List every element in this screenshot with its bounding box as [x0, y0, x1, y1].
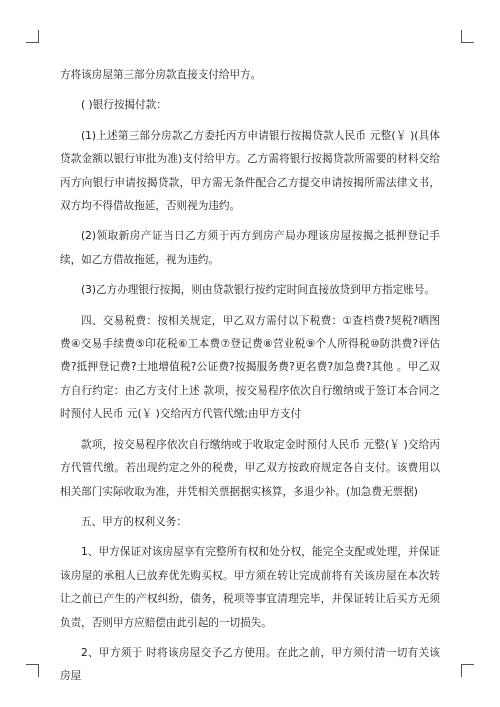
paragraph-party-a-heading: 五、甲方的权利义务： [81, 515, 187, 528]
crop-mark-bottom-right [461, 664, 474, 677]
document-body [60, 64, 440, 696]
crop-mark-bottom-left [26, 664, 39, 677]
paragraph-bank-mortgage-heading: ( )银行按揭付款： [81, 99, 167, 112]
paragraph-party-a-clause-2: 2、甲方须于 时将该房屋交予乙方使用。在此之前，甲方须付清一切有关该房屋 [60, 646, 440, 683]
crop-mark-top-left [26, 30, 39, 43]
paragraph-continuation: 方将该房屋第三部分房款直接支付给甲方。 [60, 69, 262, 81]
crop-mark-top-right [461, 30, 474, 43]
paragraph-fees-continuation: 款项，按交易程序依次自行缴纳或于收取定金时预付人民币 元整(￥ )交给丙方代管代缴。若出现约定之外的税费，甲乙双方按政府规定各自支付。该费用以相关部门实际收取为准，并凭相关票据据实核算，多退少补。(加急费无票据) [60, 438, 440, 498]
paragraph-mortgage-clause-3: (3)乙方办理银行按揭，则由贷款银行按约定时间直接放贷到甲方指定账号。 [81, 284, 436, 297]
paragraph-transaction-fees: 四、交易税费：按相关规定，甲乙双方需付以下税费：①查档费?契税?晒图费④交易手续费⑤印花税⑥工本费⑦登记费⑧营业税⑨个人所得税⑩防洪费?评估费?抵押登记费?土地增值税?公证费?按揭服务费?更名费?加急费?其他 。甲乙双方自行约定：由乙方支付上述 款项，按交易程序依次自行缴纳或于签订本合同之时预付人民币 元(￥ )交给丙方代管代缴;由甲方支付 [60, 314, 440, 421]
paragraph-party-a-clause-1: 1、甲方保证对该房屋享有完整所有权和处分权，能完全支配或处理，并保证该房屋的承租人已放弃优先购买权。甲方须在转让完成前将有关该房屋在本次转让之前已产生的产权纠纷，债务，税项等事宜清理完毕，并保证转让后买方无须负责，否则甲方应赔偿由此引起的一切损失。 [60, 546, 440, 629]
paragraph-mortgage-clause-1: (1)上述第三部分房款乙方委托丙方申请银行按揭贷款人民币 元整(￥ )(具体贷款金额以银行审批为准)支付给甲方。乙方需将银行按揭贷款所需要的材料交给丙方向银行申请按揭贷款，甲方需无条件配合乙方提交申请按揭所需法律文书，双方均不得借故拖延，否则视为违约。 [60, 129, 440, 213]
paragraph-mortgage-clause-2: (2)领取新房产证当日乙方须于丙方到房产局办理该房屋按揭之抵押登记手续，如乙方借故拖延，视为违约。 [60, 230, 440, 266]
